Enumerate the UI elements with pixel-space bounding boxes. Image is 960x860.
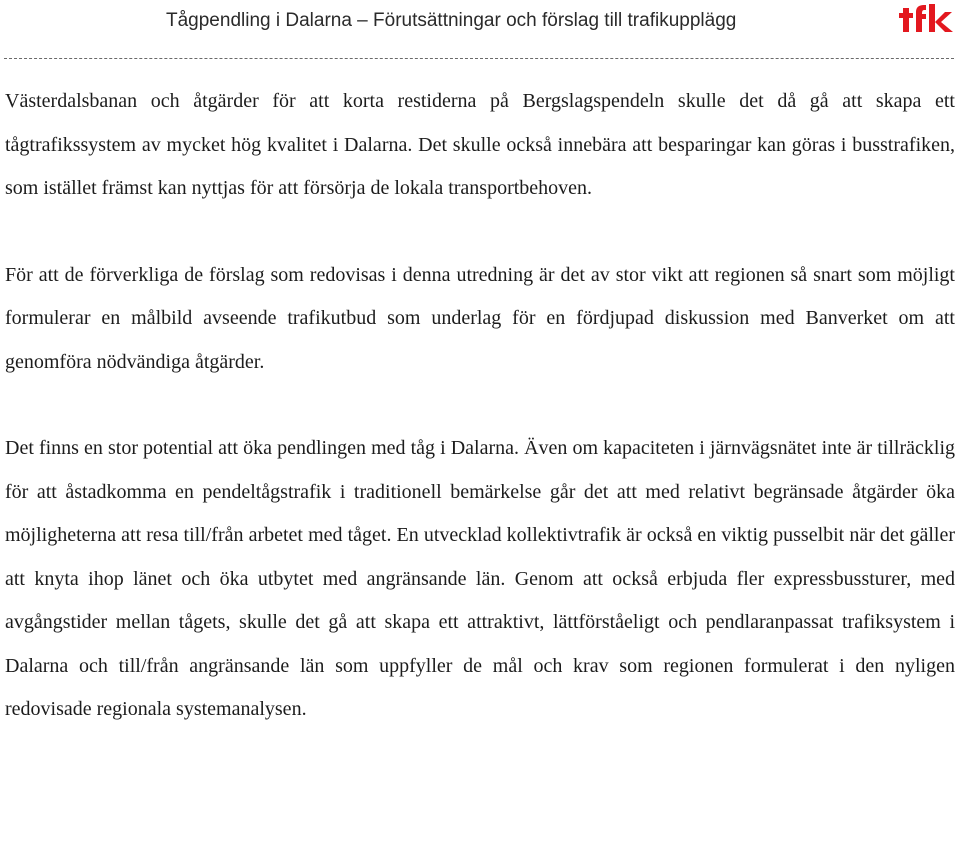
- page-header: [0, 0, 960, 60]
- paragraph-2: För att de förverkliga de förslag som redovisas i denna utredning är det av stor vikt att regionen så snart som möjligt formulerar en målbild avseende trafikutbud som underlag för en fördjupad diskussion med Banverket om att genomföra nödvändiga åtgärder.: [5, 263, 955, 373]
- tfk-logo: [899, 0, 953, 40]
- header-title: Tågpendling i Dalarna – Förutsättningar och förslag till trafikupplägg: [166, 10, 737, 31]
- paragraph-3: Det finns en stor potential att öka pendlingen med tåg i Dalarna. Även om kapaciteten i järnvägsnätet inte är tillräcklig för att åstadkomma en pendeltågstrafik i traditionell bemärkelse går det att med relativt begränsade åtgärder öka möjligheterna att resa till/från arbetet med tåget. En utvecklad kollektivtrafik är också en viktig pusselbit när det gäller att knyta ihop länet och öka utbytet med angränsande län. Genom att också erbjuda fler expressbussturer, med avgångstider mellan tågets, skulle det gå att skapa ett attraktivt, lättförståeligt och pendlaranpassat trafiksystem i Dalarna och till/från angränsande län som uppfyller de mål och krav som regionen formulerat i den nyligen redovisade regionala systemanalysen.: [5, 437, 955, 720]
- paragraph-1: Västerdalsbanan och åtgärder för att korta restiderna på Bergslagspendeln skulle det då gå att skapa ett tågtrafikssystem av mycket hög kvalitet i Dalarna. Det skulle också innebära att besparingar kan göras i busstrafiken, som istället främst kan nyttjas för att försörja de lokala transportbehoven.: [5, 90, 955, 199]
- document-body: [5, 80, 955, 732]
- header-divider: [4, 58, 954, 59]
